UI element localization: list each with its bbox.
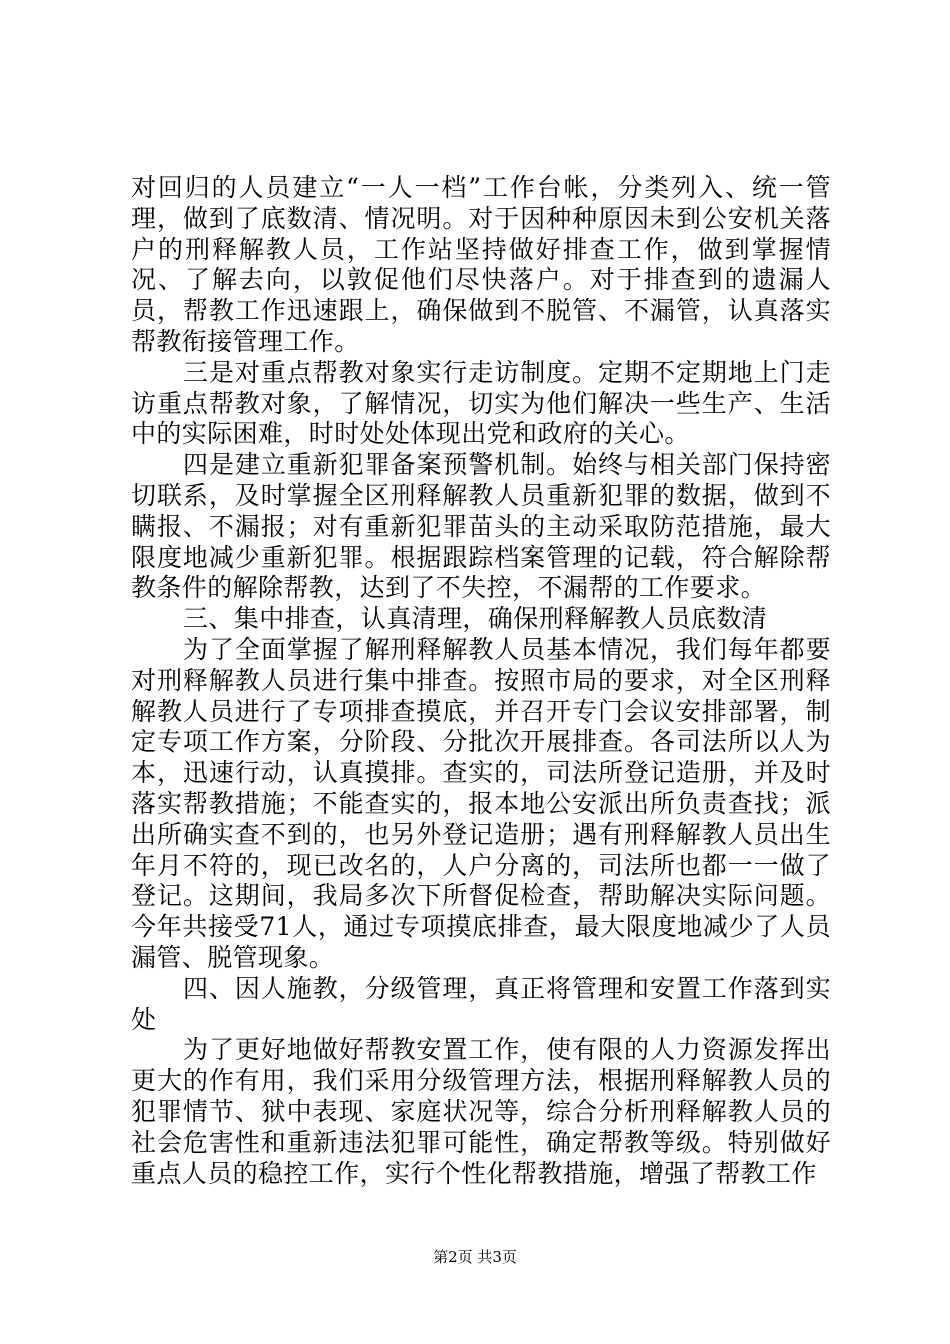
paragraph-continued: 对回归的人员建立“一人一档”工作台帐，分类列入、统一管理，做到了底数清、情况明。对于因种种原因未到公安机关落户的刑释解教人员，工作站坚持做好排查工作，做到掌握情况、了解去向，以敦促他们尽快落户。对于排查到的遗漏人员，帮教工作迅速跟上，确保做到不脱管、不漏管，认真落实帮教衔接管理工作。	[131, 173, 831, 356]
section-heading-4: 四、因人施教，分级管理，真正将管理和安置工作落到实处	[131, 973, 831, 1034]
section-heading-3: 三、集中排查，认真清理，确保刑释解教人员底数清	[183, 604, 768, 634]
paragraph-visit-system: 三是对重点帮教对象实行走访制度。定期不定期地上门走访重点帮教对象，了解情况，切实为他们解决一些生产、生活中的实际困难，时时处处体现出党和政府的关心。	[131, 357, 831, 449]
document-body	[131, 173, 831, 1189]
paragraph-warning-mechanism: 四是建立重新犯罪备案预警机制。始终与相关部门保持密切联系，及时掌握全区刑释解教人员重新犯罪的数据，做到不瞒报、不漏报；对有重新犯罪苗头的主动采取防范措施，最大限度地减少重新犯罪。根据跟踪档案管理的记载，符合解除帮教条件的解除帮教，达到了不失控，不漏帮的工作要求。	[131, 450, 831, 603]
paragraph-graded-management: 为了更好地做好帮教安置工作，使有限的人力资源发挥出更大的作有用，我们采用分级管理方法，根据刑释解教人员的犯罪情节、狱中表现、家庭状况等，综合分析刑释解教人员的社会危害性和重新违法犯罪可能性，确定帮教等级。特别做好重点人员的稳控工作，实行个性化帮教措施，增强了帮教工作	[131, 1035, 831, 1188]
page-number-footer: 第2页 共3页	[433, 1248, 517, 1266]
paragraph-investigation: 为了全面掌握了解刑释解教人员基本情况，我们每年都要对刑释解教人员进行集中排查。按照市局的要求，对全区刑释解教人员进行了专项排查摸底，并召开专门会议安排部署，制定专项工作方案，分阶段、分批次开展排查。各司法所以人为本，迅速行动，认真摸排。查实的，司法所登记造册，并及时落实帮教措施；不能查实的，报本地公安派出所负责查找；派出所确实查不到的，也另外登记造册；遇有刑释解教人员出生年月不符的，现已改名的，人户分离的，司法所也都一一做了登记。这期间，我局多次下所督促检查，帮助解决实际问题。今年共接受71人，通过专项摸底排查，最大限度地减少了人员漏管、脱管现象。	[131, 634, 831, 972]
